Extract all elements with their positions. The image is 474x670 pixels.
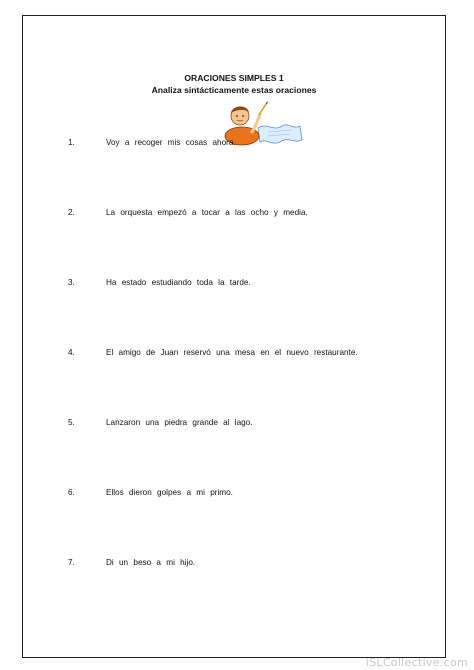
- list-item: [68, 138, 236, 147]
- item-number: 3.: [68, 278, 75, 287]
- item-number: 5.: [68, 418, 75, 427]
- watermark: iSLCollective.com: [365, 656, 468, 669]
- list-item: [68, 348, 358, 357]
- list-item: [68, 488, 233, 497]
- item-sentence: Ha estado estudiando toda la tarde.: [106, 278, 251, 287]
- list-item: [68, 558, 195, 567]
- list-item: [68, 418, 253, 427]
- item-sentence: Lanzaron una piedra grande al lago.: [106, 418, 253, 427]
- item-number: 7.: [68, 558, 75, 567]
- item-sentence: Voy a recoger mis cosas ahora.: [106, 138, 236, 147]
- item-sentence: La orquesta empezó a tocar a las ocho y media.: [106, 208, 308, 217]
- worksheet-subtitle: Analiza sintácticamente estas oraciones: [151, 85, 317, 95]
- worksheet-title: ORACIONES SIMPLES 1: [184, 73, 284, 83]
- item-sentence: Di un beso a mi hijo.: [106, 558, 196, 567]
- list-item: [68, 278, 251, 287]
- item-number: 2.: [68, 208, 75, 217]
- worksheet-page: [22, 15, 446, 658]
- item-sentence: Ellos dieron golpes a mi primo.: [106, 488, 233, 497]
- item-sentence: El amigo de Juan reservó una mesa en el nuevo restaurante.: [106, 348, 358, 357]
- item-number: 6.: [68, 488, 75, 497]
- item-number: 4.: [68, 348, 75, 357]
- item-number: 1.: [68, 138, 75, 147]
- list-item: [68, 208, 308, 217]
